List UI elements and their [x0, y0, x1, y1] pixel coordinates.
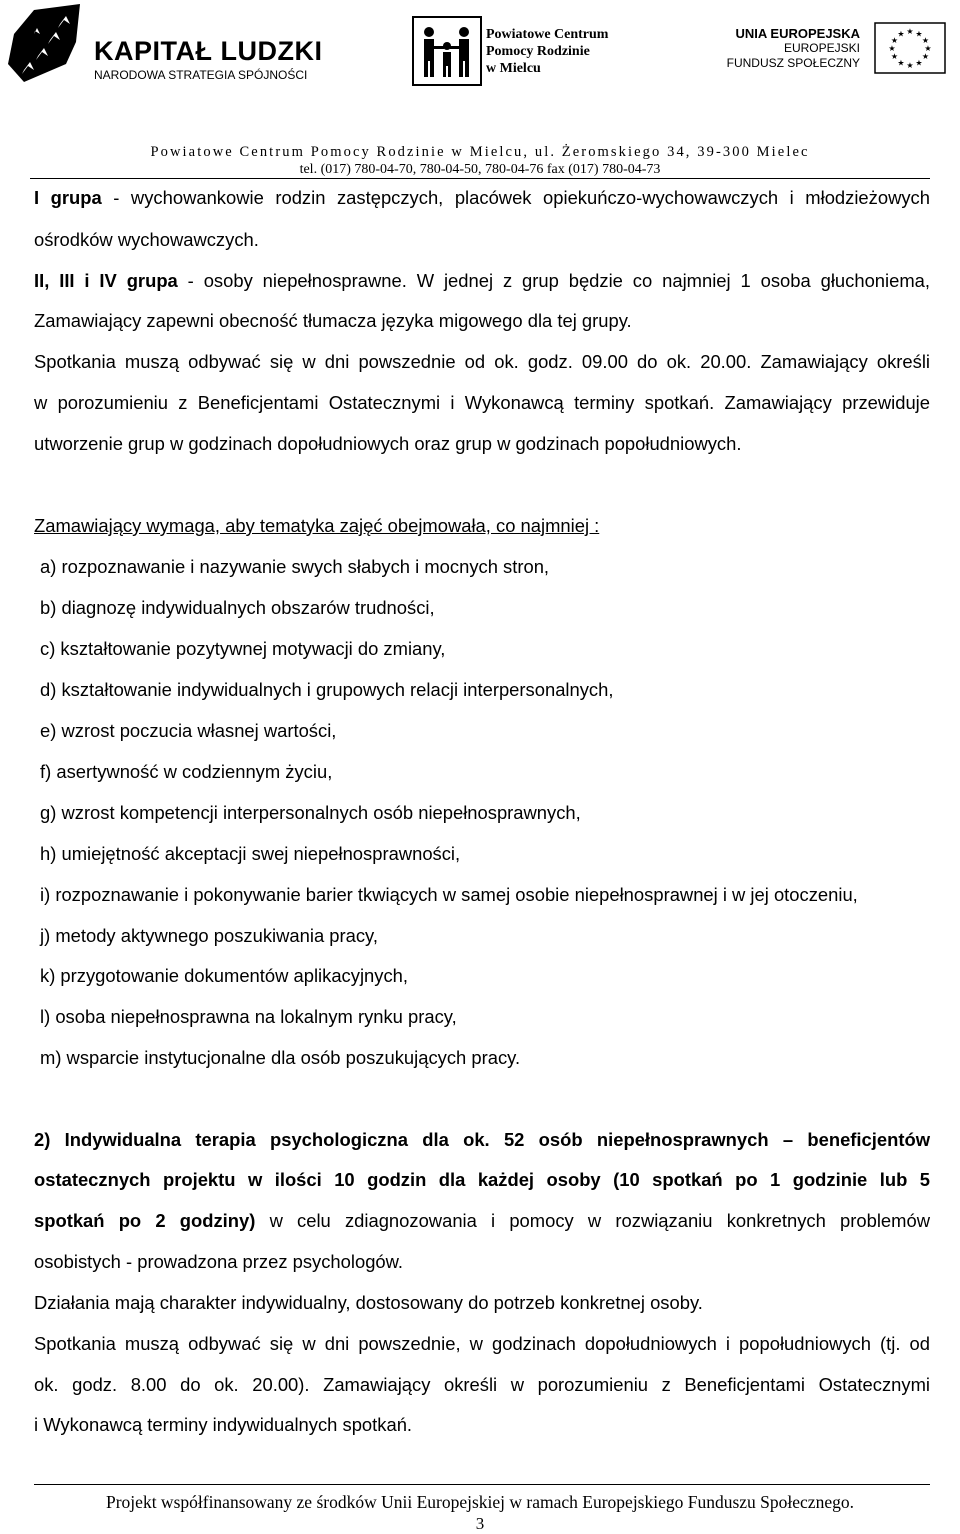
topics-intro: Zamawiający wymaga, aby tematyka zajęć obejmowała, co najmniej :	[34, 515, 600, 536]
group-1-label: I grupa	[34, 187, 102, 208]
pcpr-logo	[412, 16, 632, 86]
kapital-ludzki-logo	[4, 4, 323, 84]
pcpr-line-2: Pomocy Rodzinie	[486, 44, 590, 59]
group-2-label: II, III i IV grupa	[34, 270, 178, 291]
section-2-line-4: osobistych - prowadzona przez psychologów.	[34, 1251, 404, 1272]
eu-line-1: UNIA EUROPEJSKA	[735, 26, 860, 41]
section-2-line-5: Działania mają charakter indywidualny, dostosowany do potrzeb konkretnej osoby.	[34, 1292, 703, 1313]
pcpr-line-3: w Mielcu	[486, 61, 541, 76]
family-icon	[412, 16, 482, 86]
footer-text: Projekt współfinansowany ze środków Unii Europejskiej w ramach Europejskiego Funduszu Społecznego.	[106, 1492, 854, 1512]
svg-text:★: ★	[915, 58, 923, 68]
schedule-line-2: w porozumieniu z Beneficjentami Ostatecznymi i Wykonawcą terminy spotkań. Zamawiający przewiduje	[34, 392, 930, 413]
eu-flag-icon	[874, 22, 946, 74]
eu-logo	[714, 22, 954, 82]
section-2-heading: 2) Indywidualna terapia psychologiczna dla ok. 52 osób niepełnosprawnych – beneficjentów	[34, 1129, 930, 1150]
pcpr-name	[486, 26, 608, 77]
topic-item: d) kształtowanie indywidualnych i grupowych relacji interpersonalnych,	[40, 679, 614, 700]
page-header	[0, 0, 960, 180]
topic-item: a) rozpoznawanie i nazywanie swych słabych i mocnych stron,	[40, 556, 550, 577]
svg-text:★: ★	[888, 44, 896, 53]
svg-text:★: ★	[897, 29, 905, 39]
schedule-line-3: utworzenie grup w godzinach dopołudniowych oraz grup w godzinach popołudniowych.	[34, 433, 742, 454]
group-2-text: - osoby niepełnosprawne. W jednej z grup będzie co najmniej 1 osoba głuchoniema,	[177, 270, 931, 291]
topic-item: l) osoba niepełnosprawna na lokalnym rynku pracy,	[40, 1006, 457, 1027]
kapital-ludzki-emblem-icon	[4, 4, 86, 84]
page-number: 3	[475, 1514, 485, 1533]
kapital-ludzki-name: KAPITAŁ LUDZKI	[94, 36, 323, 66]
group-1-continuation: ośrodków wychowawczych.	[34, 229, 259, 250]
footer-divider	[34, 1484, 930, 1485]
svg-text:★: ★	[897, 58, 905, 68]
svg-text:★: ★	[890, 36, 899, 45]
topic-item: g) wzrost kompetencji interpersonalnych osób niepełnosprawnych,	[40, 802, 581, 823]
svg-text:★: ★	[890, 52, 899, 61]
header-divider	[30, 178, 930, 179]
topic-item: i) rozpoznawanie i pokonywanie barier tkwiących w samej osobie niepełnosprawnej i w jej otoczeniu,	[40, 884, 858, 905]
group-1-text: - wychowankowie rodzin zastępczych, placówek opiekuńczo-wychowawczych i młodzieżowych	[101, 187, 930, 208]
svg-text:★: ★	[921, 36, 930, 45]
section-2-line-2: ostatecznych projektu w ilości 10 godzin dla każdej osoby (10 spotkań po 1 godzinie lub 5	[34, 1169, 930, 1190]
topic-item: b) diagnozę indywidualnych obszarów trudności,	[40, 597, 435, 618]
topic-item: m) wsparcie instytucjonalne dla osób poszukujących pracy.	[40, 1047, 521, 1068]
svg-text:★: ★	[906, 61, 914, 70]
header-address: Powiatowe Centrum Pomocy Rodzinie w Mielcu, ul. Żeromskiego 34, 39-300 Mielec	[150, 144, 810, 160]
topic-item: h) umiejętność akceptacji swej niepełnosprawności,	[40, 843, 461, 864]
svg-text:★: ★	[915, 29, 923, 39]
topic-item: c) kształtowanie pozytywnej motywacji do zmiany,	[40, 638, 446, 659]
group-2-line	[34, 270, 930, 292]
section-2-line-6: Spotkania muszą odbywać się w dni powszednie, w godzinach dopołudniowych i popołudniowych (tj. od	[34, 1333, 930, 1354]
svg-text:★: ★	[924, 44, 932, 53]
pcpr-line-1: Powiatowe Centrum	[486, 27, 609, 42]
section-2-line-3	[34, 1210, 930, 1232]
group-2-continuation: Zamawiający zapewni obecność tłumacza języka migowego dla tej grupy.	[34, 310, 632, 331]
topic-item: e) wzrost poczucia własnej wartości,	[40, 720, 337, 741]
section-2-bold-fragment: spotkań po 2 godziny)	[34, 1210, 256, 1231]
eu-name	[720, 26, 860, 71]
schedule-line-1: Spotkania muszą odbywać się w dni powszednie od ok. godz. 09.00 do ok. 20.00. Zamawiający określi	[34, 351, 930, 372]
svg-text:★: ★	[906, 27, 914, 36]
header-phone: tel. (017) 780-04-70, 780-04-50, 780-04-76 fax (017) 780-04-73	[299, 162, 661, 177]
section-2-line-7: ok. godz. 8.00 do ok. 20.00). Zamawiający określi w porozumieniu z Beneficjentami Ostatecznymi	[34, 1374, 930, 1395]
eu-line-3: FUNDUSZ SPOŁECZNY	[726, 56, 860, 70]
topic-item: f) asertywność w codziennym życiu,	[40, 761, 333, 782]
group-1-line	[34, 187, 930, 209]
svg-text:★: ★	[921, 52, 930, 61]
topic-item: j) metody aktywnego poszukiwania pracy,	[40, 925, 378, 946]
kapital-ludzki-subtitle: NARODOWA STRATEGIA SPÓJNOŚCI	[94, 68, 308, 82]
section-2-line-8: i Wykonawcą terminy indywidualnych spotkań.	[34, 1414, 413, 1435]
section-2-text-fragment: w celu zdiagnozowania i pomocy w rozwiązaniu konkretnych problemów	[255, 1210, 930, 1231]
topic-item: k) przygotowanie dokumentów aplikacyjnych,	[40, 965, 408, 986]
eu-line-2: EUROPEJSKI	[783, 41, 860, 55]
